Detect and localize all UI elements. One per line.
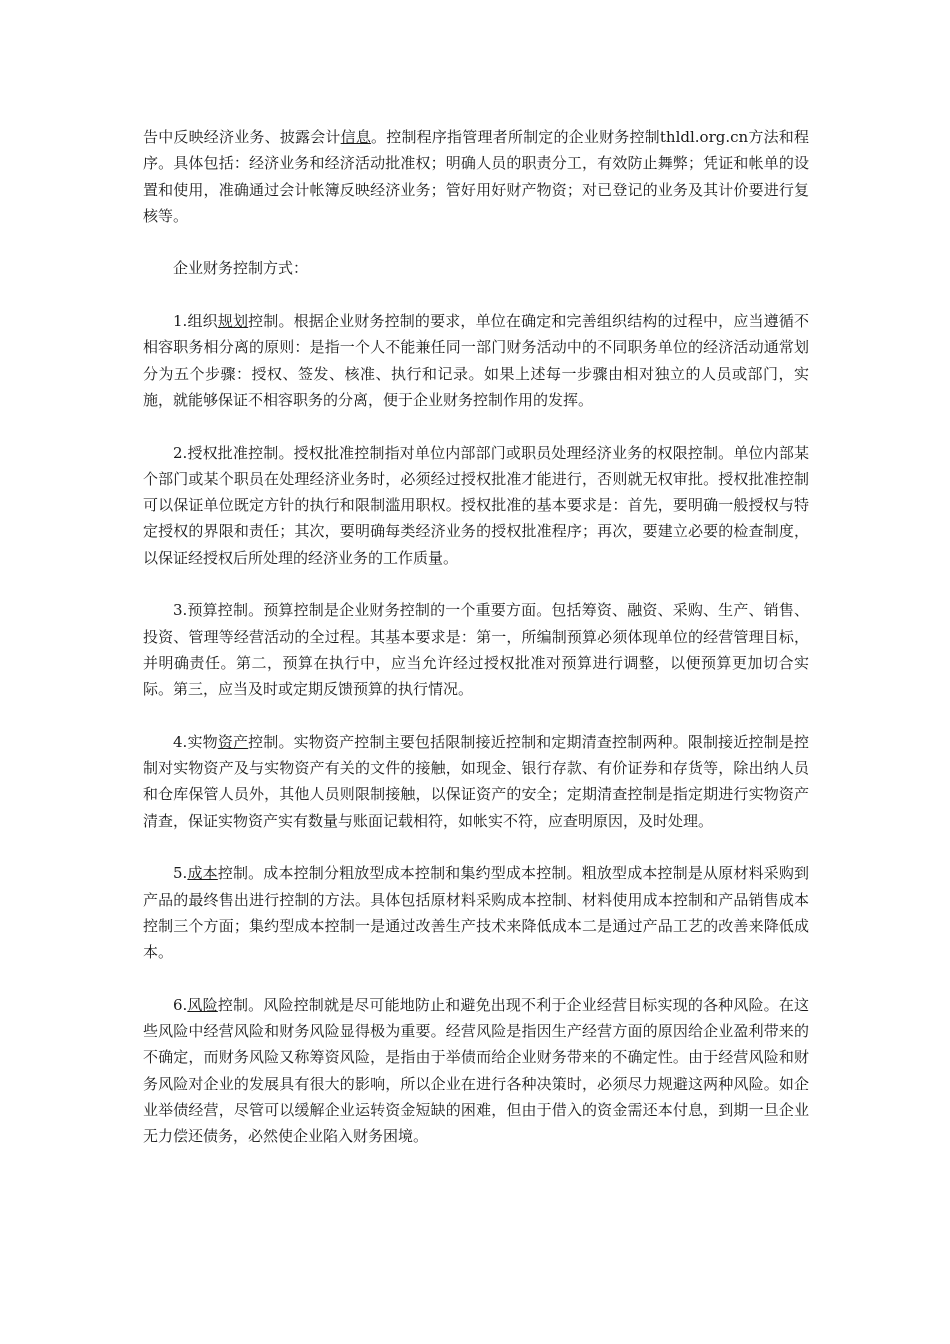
- item-prefix: 6.: [173, 995, 188, 1014]
- item-organization-planning: [143, 308, 809, 413]
- item-text: 控制。风险控制就是尽可能地防止和避免出现不利于企业经营目标实现的各种风险。在这些风险中经营风险和财务风险显得极为重要。经营风险是指因生产经营方面的原因给企业盈利带来的不确定，而财务风险又称筹资风险，是指由于举债而给企业财务带来的不确定性。由于经营风险和财务风险对企业的发展具有很大的影响，所以企业在进行各种决策时，必须尽力规避这两种风险。如企业举债经营，尽管可以缓解企业运转资金短缺的困难，但由于借入的资金需还本付息，到期一旦企业无力偿还债务，必然使企业陷入财务困境。: [143, 995, 809, 1146]
- item-text: 控制。根据企业财务控制的要求，单位在确定和完善组织结构的过程中，应当遵循不相容职务相分离的原则：是指一个人不能兼任同一部门财务活动中的不同职务单位的经济活动通常划分为五个步骤：授权、签发、核准、执行和记录。如果上述每一步骤由相对独立的人员或部门，实施，就能够保证不相容职务的分离，便于企业财务控制作用的发挥。: [143, 312, 809, 409]
- item-prefix: 3.预算控制。: [173, 601, 264, 620]
- item-prefix: 1.组织: [173, 312, 218, 331]
- item-prefix: 4.实物: [173, 732, 218, 751]
- intro-text-2: 。控制程序指管理者所制定的企业财务控制thldl.org.cn方法和程序。具体包括：经济业务和经济活动批准权；明确人员的职责分工，有效防止舞弊；凭证和帐单的设置和使用，准确通过会计帐簿反映经济业务；管好用好财产物资；对已登记的业务及其计价要进行复核等。: [143, 128, 809, 225]
- info-link[interactable]: 信息: [340, 128, 372, 146]
- cost-link[interactable]: 成本: [187, 864, 218, 883]
- item-physical-assets: [143, 729, 809, 834]
- assets-link[interactable]: 资产: [217, 732, 249, 751]
- item-prefix: 2.授权批准控制。: [173, 443, 294, 462]
- intro-text-1: 告中反映经济业务、披露会计: [143, 128, 341, 146]
- methods-heading: 企业财务控制方式：: [173, 259, 309, 278]
- risk-link[interactable]: 风险: [187, 995, 218, 1014]
- item-cost: [143, 860, 809, 965]
- item-prefix: 5.: [173, 864, 188, 883]
- document-page: [143, 124, 809, 1176]
- item-text: 控制。成本控制分粗放型成本控制和集约型成本控制。粗放型成本控制是从原材料采购到产品的最终售出进行控制的方法。具体包括原材料采购成本控制、材料使用成本控制和产品销售成本控制三个方面；集约型成本控制一是通过改善生产技术来降低成本二是通过产品工艺的改善来降低成本。: [143, 864, 809, 962]
- item-authorization: [143, 440, 809, 571]
- intro-paragraph: [143, 124, 809, 229]
- item-risk: [143, 992, 809, 1150]
- item-text: 预算控制是企业财务控制的一个重要方面。包括筹资、融资、采购、生产、销售、投资、管理等经营活动的全过程。其基本要求是：第一，所编制预算必须体现单位的经营管理目标，并明确责任。第二，预算在执行中，应当允许经过授权批准对预算进行调整，以便预算更加切合实际。第三，应当及时或定期反馈预算的执行情况。: [143, 601, 809, 699]
- item-text: 控制。实物资产控制主要包括限制接近控制和定期清查控制两种。限制接近控制是控制对实物资产及与实物资产有关的文件的接触，如现金、银行存款、有价证券和存货等，除出纳人员和仓库保管人员外，其他人员则限制接触，以保证资产的安全；定期清查控制是指定期进行实物资产清查，保证实物资产实有数量与账面记载相符，如帐实不符，应查明原因，及时处理。: [143, 732, 809, 830]
- planning-link[interactable]: 规划: [217, 312, 249, 331]
- item-text: 授权批准控制指对单位内部部门或职员处理经济业务的权限控制。单位内部某个部门或某个职员在处理经济业务时，必须经过授权批准才能进行，否则就无权审批。授权批准控制可以保证单位既定方针的执行和限制滥用职权。授权批准的基本要求是：首先，要明确一般授权与特定授权的界限和责任；其次，要明确每类经济业务的授权批准程序；再次，要建立必要的检查制度，以保证经授权后所处理的经济业务的工作质量。: [143, 443, 809, 567]
- item-budget: [143, 597, 809, 702]
